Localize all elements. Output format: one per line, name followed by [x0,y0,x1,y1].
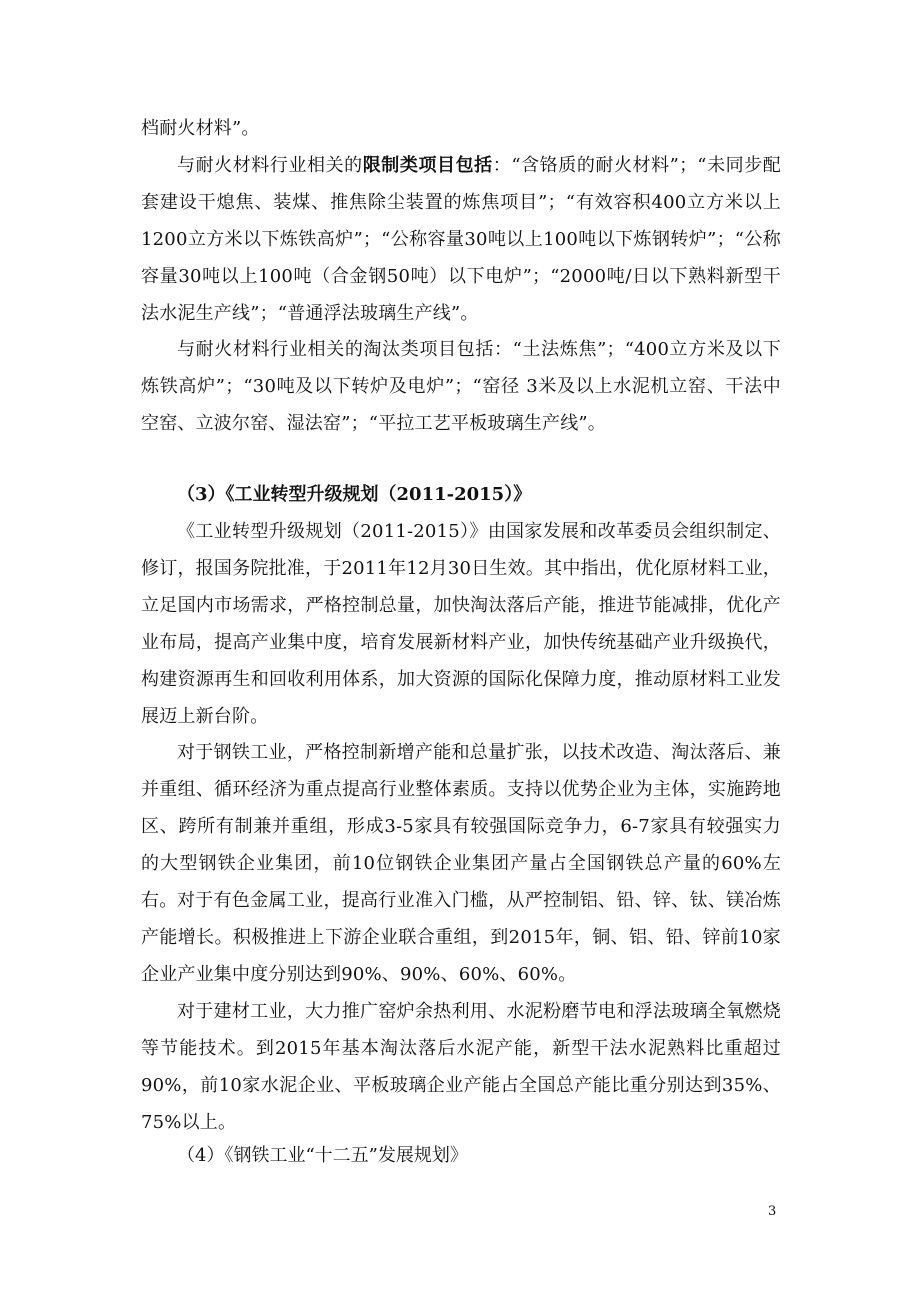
paragraph-continuation: 档耐火材料”。 [141,118,260,139]
paragraph-restricted-projects [141,147,781,332]
paragraph-building-materials: 对于建材工业，大力推广窑炉余热利用、水泥粉磨节电和浮法玻璃全氧燃烧等节能技术。到2015年基本淘汰落后水泥产能，新型干法水泥熟料比重超过90%，前10家水泥企业、平板玻璃企业产能占全国总产能比重分别达到35%、75%以上。 [141,1001,781,1133]
paragraph-eliminated-projects: 与耐火材料行业相关的淘汰类项目包括：“土法炼焦”；“400立方米及以下炼铁高炉”；“30吨及以下转炉及电炉”；“窑径 3米及以上水泥机立窑、干法中空窑、立波尔窑、湿法窑”；“平拉工艺平板玻璃生产线”。 [141,339,781,434]
section-heading-4: （4）《钢铁工业“十二五”发展规划》 [177,1145,468,1166]
restricted-projects-label: 限制类项目包括 [362,155,493,176]
paragraph-nonferrous-industry: 对于有色金属工业，提高行业准入门槛，从严控制铝、铅、锌、钛、镁冶炼产能增长。积极推进上下游企业联合重组，到2015年，铜、铝、铅、锌前10家企业产业集中度分别达到90%、90%、60%、60%。 [141,890,781,985]
paragraph-transformation-plan: 《工业转型升级规划（2011-2015）》由国家发展和改革委员会组织制定、修订，报国务院批准，于2011年12月30日生效。其中指出，优化原材料工业，立足国内市场需求，严格控制总量，加快淘汰落后产能，推进节能减排，优化产业布局，提高产业集中度，培育发展新材料产业，加快传统基础产业升级换代，构建资源再生和回收利用体系，加大资源的国际化保障力度，推动原材料工业发展迈上新台阶。 [141,521,781,727]
page-number: 3 [768,1204,777,1219]
paragraph-steel-industry: 对于钢铁工业，严格控制新增产能和总量扩张，以技术改造、淘汰落后、兼并重组、循环经济为重点提高行业整体素质。支持以优势企业为主体，实施跨地区、跨所有制兼并重组，形成3-5家具有较强国际竞争力，6-7家具有较强实力的大型钢铁企业集团，前10位钢铁企业集团产量占全国钢铁总产量的60%左右。 [141,742,781,911]
paragraph-body: ：“含铬质的耐火材料”；“未同步配套建设干熄焦、装煤、推焦除尘装置的炼焦项目”；“有效容积400立方米以上1200立方米以下炼铁高炉”；“公称容量30吨以上100吨以下炼钢转炉”；“公称容量30吨以上100吨（合金钢50吨）以下电炉”；“2000吨/日以下熟料新型干法水泥生产线”；“普通浮法玻璃生产线”。 [141,155,781,324]
section-heading-3: （3）《工业转型升级规划（2011-2015）》 [177,484,532,505]
paragraph-prefix: 与耐火材料行业相关的 [177,155,363,176]
